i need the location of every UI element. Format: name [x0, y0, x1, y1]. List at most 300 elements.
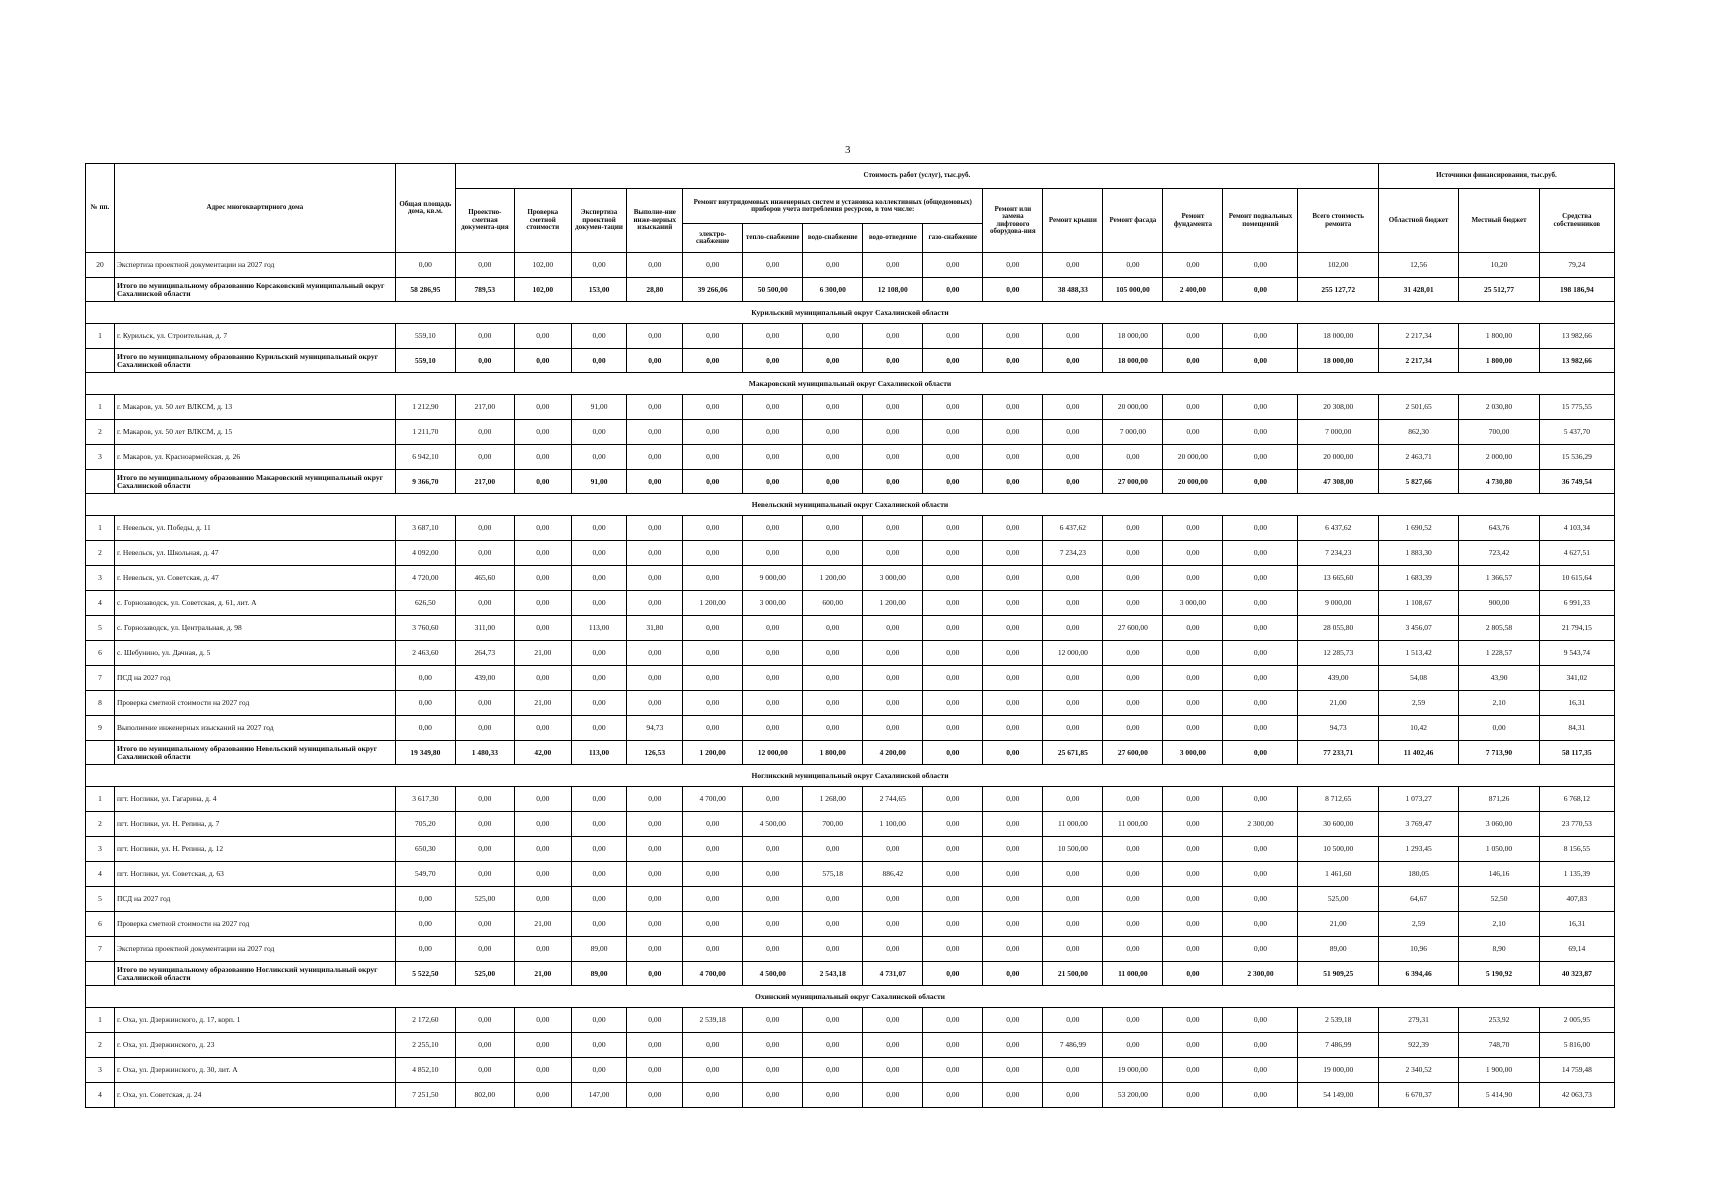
row-value: 8 156,55: [1539, 837, 1614, 862]
row-value: 91,00: [571, 470, 627, 494]
row-value: 0,00: [1043, 445, 1103, 470]
row-value: 0,00: [514, 541, 571, 566]
row-value: 0,00: [923, 591, 983, 616]
row-value: 0,00: [1043, 349, 1103, 373]
row-value: 3 000,00: [743, 591, 803, 616]
row-value: 0,00: [743, 324, 803, 349]
row-value: 0,00: [1223, 566, 1298, 591]
row-value: 11 000,00: [1043, 812, 1103, 837]
row-value: 0,00: [743, 1083, 803, 1108]
row-value: 6 942,10: [395, 445, 455, 470]
row-value: 1 100,00: [863, 812, 923, 837]
row-value: 1 135,39: [1539, 862, 1614, 887]
row-value: 50 500,00: [743, 278, 803, 302]
row-number: 2: [86, 1033, 115, 1058]
row-value: 27 600,00: [1103, 741, 1163, 765]
row-value: 7 000,00: [1298, 420, 1378, 445]
row-value: 0,00: [455, 591, 514, 616]
row-value: 12 000,00: [1043, 641, 1103, 666]
row-value: 51 909,25: [1298, 962, 1378, 986]
row-value: 862,30: [1378, 420, 1458, 445]
row-number: [86, 278, 115, 302]
row-value: 802,00: [455, 1083, 514, 1108]
row-value: 0,00: [514, 324, 571, 349]
row-value: 39 266,06: [683, 278, 743, 302]
table-row: [86, 912, 1615, 937]
row-value: 19 000,00: [1298, 1058, 1378, 1083]
row-value: 4 720,00: [395, 566, 455, 591]
row-value: 1 800,00: [1459, 349, 1539, 373]
row-value: 198 186,94: [1539, 278, 1614, 302]
row-value: 42,00: [514, 741, 571, 765]
header-address: Адрес многоквартирного дома: [114, 164, 395, 253]
row-value: 0,00: [571, 887, 627, 912]
table-row: [86, 787, 1615, 812]
header-total-cost: Всего стоимость ремонта: [1298, 189, 1378, 253]
row-value: 0,00: [743, 1008, 803, 1033]
table-row: [86, 887, 1615, 912]
table-row: [86, 1058, 1615, 1083]
row-value: 0,00: [1163, 837, 1223, 862]
row-number: 1: [86, 787, 115, 812]
row-value: 0,00: [627, 566, 683, 591]
row-value: 0,00: [455, 691, 514, 716]
row-value: 0,00: [683, 691, 743, 716]
row-value: 0,00: [923, 1008, 983, 1033]
row-value: 0,00: [1043, 937, 1103, 962]
row-value: 0,00: [1163, 616, 1223, 641]
row-value: 0,00: [983, 1033, 1043, 1058]
row-value: 0,00: [1043, 420, 1103, 445]
row-value: 6 437,62: [1043, 516, 1103, 541]
row-value: 0,00: [395, 937, 455, 962]
row-value: 0,00: [803, 666, 863, 691]
row-value: 0,00: [683, 616, 743, 641]
row-value: 0,00: [455, 1033, 514, 1058]
row-value: 7 251,50: [395, 1083, 455, 1108]
row-value: 0,00: [983, 862, 1043, 887]
row-value: 0,00: [863, 1008, 923, 1033]
row-value: 21,00: [514, 691, 571, 716]
row-value: 69,14: [1539, 937, 1614, 962]
row-number: 1: [86, 516, 115, 541]
row-value: 6 300,00: [803, 278, 863, 302]
row-value: 2 805,58: [1459, 616, 1539, 641]
section-header-row: [86, 494, 1615, 516]
section-title: Охинский муниципальный округ Сахалинской области: [86, 986, 1615, 1008]
row-value: 0,00: [923, 1033, 983, 1058]
row-value: 0,00: [923, 253, 983, 278]
header-design: Проектно-сметная документа-ция: [455, 189, 514, 253]
row-value: 0,00: [1163, 1058, 1223, 1083]
row-value: 0,00: [983, 937, 1043, 962]
row-address: г. Оха, ул. Советская, д. 24: [114, 1083, 395, 1108]
row-value: 0,00: [1163, 1008, 1223, 1033]
row-value: 0,00: [571, 837, 627, 862]
row-value: 18 000,00: [1298, 349, 1378, 373]
table-row: [86, 324, 1615, 349]
row-value: 1 108,67: [1378, 591, 1458, 616]
row-value: 0,00: [1163, 716, 1223, 741]
table-row: [86, 1033, 1615, 1058]
row-value: 11 000,00: [1103, 812, 1163, 837]
row-value: 0,00: [923, 445, 983, 470]
row-value: 0,00: [627, 1058, 683, 1083]
row-value: 2 543,18: [803, 962, 863, 986]
row-value: 0,00: [627, 666, 683, 691]
row-value: 0,00: [923, 741, 983, 765]
row-address: пгт. Ноглики, ул. Советская, д. 63: [114, 862, 395, 887]
row-value: 0,00: [1163, 1033, 1223, 1058]
row-value: 0,00: [627, 1083, 683, 1108]
row-value: 0,00: [863, 837, 923, 862]
row-value: 0,00: [1223, 253, 1298, 278]
row-value: 1 211,70: [395, 420, 455, 445]
row-value: 58 286,95: [395, 278, 455, 302]
row-value: 3 687,10: [395, 516, 455, 541]
row-value: 0,00: [743, 666, 803, 691]
row-value: 0,00: [1163, 420, 1223, 445]
row-number: 5: [86, 887, 115, 912]
row-value: 79,24: [1539, 253, 1614, 278]
row-value: 0,00: [514, 1033, 571, 1058]
row-value: 0,00: [863, 1033, 923, 1058]
row-value: 0,00: [571, 420, 627, 445]
row-value: 0,00: [983, 837, 1043, 862]
row-value: 1 683,39: [1378, 566, 1458, 591]
header-water: водо-снабжение: [803, 224, 863, 253]
row-value: 84,31: [1539, 716, 1614, 741]
row-value: 30 600,00: [1298, 812, 1378, 837]
row-value: 0,00: [803, 420, 863, 445]
row-value: 0,00: [571, 862, 627, 887]
row-value: 18 000,00: [1298, 324, 1378, 349]
table-row: [86, 716, 1615, 741]
row-value: 0,00: [923, 787, 983, 812]
row-value: 0,00: [571, 591, 627, 616]
row-value: 0,00: [863, 324, 923, 349]
row-number: 3: [86, 445, 115, 470]
row-value: 147,00: [571, 1083, 627, 1108]
row-number: 20: [86, 253, 115, 278]
row-value: 10,20: [1459, 253, 1539, 278]
row-value: 559,10: [395, 324, 455, 349]
row-value: 12 108,00: [863, 278, 923, 302]
row-value: 0,00: [983, 591, 1043, 616]
row-value: 0,00: [1103, 691, 1163, 716]
row-value: 0,00: [1043, 1008, 1103, 1033]
total-row: [86, 470, 1615, 494]
row-value: 0,00: [627, 349, 683, 373]
row-value: 0,00: [983, 912, 1043, 937]
row-value: 0,00: [923, 666, 983, 691]
row-value: 25 671,85: [1043, 741, 1103, 765]
section-title: Ногликский муниципальный округ Сахалинской области: [86, 765, 1615, 787]
row-value: 0,00: [1223, 445, 1298, 470]
table-row: [86, 837, 1615, 862]
row-number: 7: [86, 666, 115, 691]
header-owners: Средства собственников: [1539, 189, 1614, 253]
table-row: [86, 666, 1615, 691]
row-value: 0,00: [923, 470, 983, 494]
row-value: 20 000,00: [1103, 395, 1163, 420]
row-value: 2,59: [1378, 691, 1458, 716]
row-value: 0,00: [743, 349, 803, 373]
row-value: 5 437,70: [1539, 420, 1614, 445]
row-value: 0,00: [1163, 641, 1223, 666]
header-check: Проверка сметной стоимости: [514, 189, 571, 253]
row-value: 0,00: [923, 420, 983, 445]
row-value: 0,00: [514, 666, 571, 691]
row-value: 0,00: [455, 787, 514, 812]
header-gas: газо-снабжение: [923, 224, 983, 253]
row-value: 0,00: [1043, 253, 1103, 278]
row-value: 0,00: [1043, 666, 1103, 691]
table-row: [86, 445, 1615, 470]
row-value: 0,00: [923, 862, 983, 887]
row-value: 0,00: [1043, 324, 1103, 349]
total-row: [86, 278, 1615, 302]
table-row: [86, 566, 1615, 591]
row-value: 0,00: [803, 1058, 863, 1083]
row-value: 0,00: [1223, 716, 1298, 741]
row-value: 31,80: [627, 616, 683, 641]
row-value: 0,00: [983, 566, 1043, 591]
row-value: 0,00: [863, 912, 923, 937]
row-value: 0,00: [571, 1008, 627, 1033]
row-value: 0,00: [1223, 1058, 1298, 1083]
row-value: 0,00: [743, 395, 803, 420]
row-value: 0,00: [1103, 516, 1163, 541]
row-value: 0,00: [803, 324, 863, 349]
row-value: 19 000,00: [1103, 1058, 1163, 1083]
row-value: 0,00: [1223, 666, 1298, 691]
row-value: 0,00: [983, 278, 1043, 302]
row-value: 0,00: [514, 937, 571, 962]
row-value: 0,00: [1103, 887, 1163, 912]
row-value: 102,00: [1298, 253, 1378, 278]
row-value: 3 000,00: [863, 566, 923, 591]
row-value: 0,00: [803, 253, 863, 278]
row-value: 180,05: [1378, 862, 1458, 887]
row-value: 0,00: [1043, 566, 1103, 591]
row-address: г. Макаров, ул. Красноармейская, д. 26: [114, 445, 395, 470]
row-value: 1 900,00: [1459, 1058, 1539, 1083]
row-value: 0,00: [455, 541, 514, 566]
row-value: 0,00: [514, 616, 571, 641]
row-address: Выполнение инженерных изысканий на 2027 год: [114, 716, 395, 741]
row-value: 723,42: [1459, 541, 1539, 566]
header-roof: Ремонт крыши: [1043, 189, 1103, 253]
row-value: 20 308,00: [1298, 395, 1378, 420]
row-value: 0,00: [1223, 641, 1298, 666]
section-header-row: [86, 302, 1615, 324]
row-value: 0,00: [1163, 812, 1223, 837]
table-body: [86, 253, 1615, 1108]
row-value: 0,00: [683, 541, 743, 566]
row-value: 0,00: [923, 278, 983, 302]
row-value: 8 712,65: [1298, 787, 1378, 812]
row-number: [86, 741, 115, 765]
repair-schedule-table-wrapper: [85, 163, 1615, 1108]
row-value: 28 055,80: [1298, 616, 1378, 641]
row-value: 2 255,10: [395, 1033, 455, 1058]
header-sources-group: Источники финансирования, тыс.руб.: [1378, 164, 1614, 189]
header-systems-group: Ремонт внутридомовых инженерных систем и установка коллективных (общедомовых) приборов учета потребления ресурсов, в том числе:: [683, 189, 983, 224]
row-value: 0,00: [863, 349, 923, 373]
row-number: 4: [86, 862, 115, 887]
row-value: 0,00: [923, 812, 983, 837]
row-value: 0,00: [514, 470, 571, 494]
row-address: г. Невельск, ул. Победы, д. 11: [114, 516, 395, 541]
row-address: с. Горнозаводск, ул. Центральная, д. 98: [114, 616, 395, 641]
row-value: 5 414,90: [1459, 1083, 1539, 1108]
row-value: 0,00: [683, 1058, 743, 1083]
row-value: 0,00: [683, 812, 743, 837]
row-value: 0,00: [863, 641, 923, 666]
row-address: Итого по муниципальному образованию Макаровский муниципальный округ Сахалинской области: [114, 470, 395, 494]
row-value: 15 536,29: [1539, 445, 1614, 470]
row-value: 10 500,00: [1043, 837, 1103, 862]
row-value: 0,00: [1103, 837, 1163, 862]
row-value: 0,00: [683, 1083, 743, 1108]
row-value: 113,00: [571, 616, 627, 641]
row-value: 0,00: [455, 253, 514, 278]
row-number: 1: [86, 1008, 115, 1033]
row-value: 0,00: [803, 445, 863, 470]
row-value: 0,00: [1103, 445, 1163, 470]
row-value: 7 713,90: [1459, 741, 1539, 765]
row-value: 1 200,00: [683, 741, 743, 765]
row-value: 20 000,00: [1163, 445, 1223, 470]
row-value: 0,00: [514, 566, 571, 591]
row-value: 0,00: [571, 445, 627, 470]
row-value: 0,00: [983, 516, 1043, 541]
row-value: 0,00: [1223, 349, 1298, 373]
row-value: 0,00: [983, 887, 1043, 912]
row-value: 0,00: [627, 470, 683, 494]
row-address: ПСД на 2027 год: [114, 887, 395, 912]
row-value: 16,31: [1539, 691, 1614, 716]
row-value: 4 730,80: [1459, 470, 1539, 494]
row-value: 643,76: [1459, 516, 1539, 541]
row-value: 0,00: [571, 516, 627, 541]
row-value: 0,00: [683, 420, 743, 445]
row-value: 0,00: [514, 445, 571, 470]
row-value: 525,00: [455, 887, 514, 912]
row-value: 0,00: [1223, 691, 1298, 716]
row-value: 105 000,00: [1103, 278, 1163, 302]
row-value: 0,00: [983, 812, 1043, 837]
row-value: 1 690,52: [1378, 516, 1458, 541]
row-value: 0,00: [863, 691, 923, 716]
row-value: 0,00: [683, 253, 743, 278]
row-value: 0,00: [863, 541, 923, 566]
row-value: 21,00: [514, 641, 571, 666]
row-value: 0,00: [1163, 962, 1223, 986]
row-number: 2: [86, 420, 115, 445]
row-value: 2 463,71: [1378, 445, 1458, 470]
row-address: пгт. Ноглики, ул. Гагарина, д. 4: [114, 787, 395, 812]
row-address: Итого по муниципальному образованию Невельский муниципальный округ Сахалинской области: [114, 741, 395, 765]
row-address: г. Невельск, ул. Советская, д. 47: [114, 566, 395, 591]
row-value: 0,00: [683, 837, 743, 862]
row-value: 700,00: [1459, 420, 1539, 445]
row-value: 900,00: [1459, 591, 1539, 616]
row-value: 5 522,50: [395, 962, 455, 986]
row-value: 4 500,00: [743, 962, 803, 986]
row-value: 0,00: [983, 1058, 1043, 1083]
row-value: 0,00: [863, 253, 923, 278]
row-value: 53 200,00: [1103, 1083, 1163, 1108]
row-value: 0,00: [983, 787, 1043, 812]
row-value: 4 700,00: [683, 787, 743, 812]
row-value: 0,00: [455, 837, 514, 862]
row-value: 0,00: [863, 666, 923, 691]
row-value: 2 300,00: [1223, 812, 1298, 837]
row-value: 0,00: [514, 812, 571, 837]
row-value: 0,00: [863, 1083, 923, 1108]
row-value: 264,73: [455, 641, 514, 666]
row-value: 102,00: [514, 253, 571, 278]
row-value: 0,00: [1163, 691, 1223, 716]
row-value: 255 127,72: [1298, 278, 1378, 302]
row-value: 0,00: [1103, 1008, 1163, 1033]
row-number: 8: [86, 691, 115, 716]
row-value: 0,00: [395, 912, 455, 937]
row-value: 0,00: [1103, 787, 1163, 812]
row-value: 0,00: [803, 616, 863, 641]
row-value: 0,00: [514, 349, 571, 373]
row-value: 0,00: [743, 691, 803, 716]
row-value: 6 991,33: [1539, 591, 1614, 616]
row-value: 0,00: [1163, 541, 1223, 566]
row-value: 525,00: [1298, 887, 1378, 912]
total-row: [86, 962, 1615, 986]
row-value: 43,90: [1459, 666, 1539, 691]
row-value: 0,00: [1043, 862, 1103, 887]
row-value: 0,00: [1163, 937, 1223, 962]
row-value: 14 759,48: [1539, 1058, 1614, 1083]
row-value: 0,00: [863, 395, 923, 420]
row-value: 0,00: [514, 591, 571, 616]
row-value: 3 617,30: [395, 787, 455, 812]
section-header-row: [86, 373, 1615, 395]
row-value: 36 749,54: [1539, 470, 1614, 494]
row-value: 279,31: [1378, 1008, 1458, 1033]
row-value: 439,00: [455, 666, 514, 691]
row-value: 0,00: [683, 1033, 743, 1058]
row-value: 6 437,62: [1298, 516, 1378, 541]
row-value: 0,00: [803, 641, 863, 666]
row-value: 28,80: [627, 278, 683, 302]
row-value: 0,00: [514, 1008, 571, 1033]
table-row: [86, 591, 1615, 616]
row-value: 0,00: [1223, 787, 1298, 812]
row-number: 7: [86, 937, 115, 962]
row-address: с. Шебунино, ул. Дачная, д. 5: [114, 641, 395, 666]
row-value: 0,00: [455, 516, 514, 541]
row-value: 3 760,60: [395, 616, 455, 641]
header-foundation: Ремонт фундамента: [1163, 189, 1223, 253]
row-value: 0,00: [683, 470, 743, 494]
row-value: 0,00: [743, 887, 803, 912]
row-value: 0,00: [743, 1033, 803, 1058]
row-value: 0,00: [455, 716, 514, 741]
row-value: 0,00: [627, 541, 683, 566]
row-value: 0,00: [983, 666, 1043, 691]
row-value: 10 500,00: [1298, 837, 1378, 862]
